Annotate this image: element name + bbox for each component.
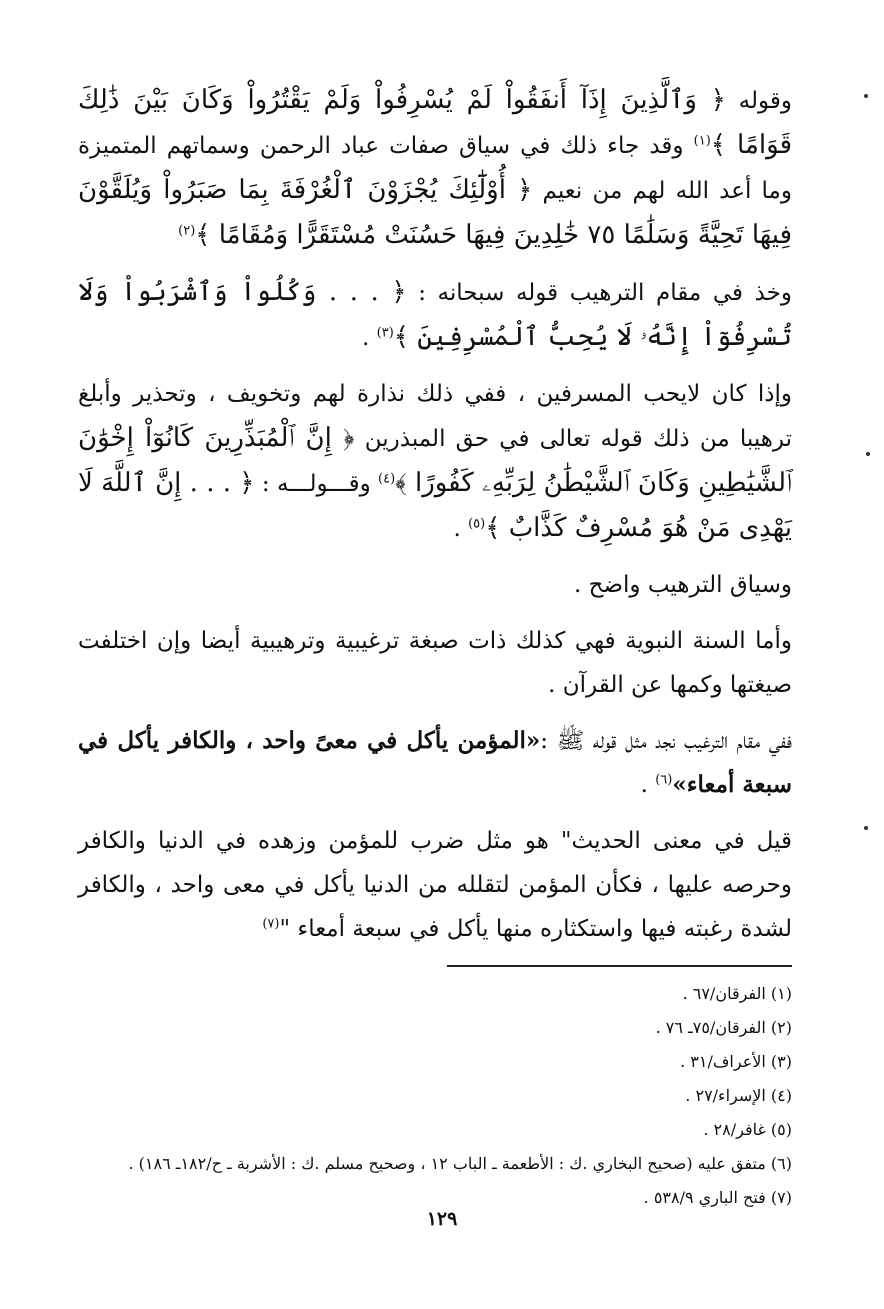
- quran-verse: ﴿ أُوْلَٰٓئِكَ يُجْزَوْنَ ٱلْغُرْفَةَ بِمَا صَبَرُواْ وَيُلَقَّوْنَ فِيهَا تَحِيَّةً وَسَلَٰمًا ٧٥ خَٰلِدِينَ فِيهَا حَسُنَتْ مُسْتَقَرًّا وَمُقَامًا ﴾: [78, 175, 792, 250]
- body-text: [78, 78, 792, 951]
- paragraph: [78, 819, 792, 951]
- margin-mark-middle: [866, 452, 870, 456]
- quran-verse: ﴿ وَٱلَّذِينَ إِذَآ أَنفَقُواْ لَمْ يُسْرِفُواْ وَلَمْ يَقْتُرُواْ وَكَانَ بَيْنَ ذَٰلِكَ قَوَامًا ﴾: [78, 85, 792, 160]
- paragraph: [78, 78, 792, 258]
- footnote: (٢) الفرقان/٧٥ـ ٧٦ .: [655, 1018, 792, 1037]
- text-run: .: [640, 772, 656, 798]
- hadith-quote: «المؤمن يأكل في معىً واحد ، والكافر يأكل في سبعة أمعاء»: [78, 727, 792, 798]
- page-content: [78, 78, 792, 1215]
- quran-verse: ﴿ إِنَّ ٱلْمُبَذِّرِينَ كَانُوٓاْ إِخْوَٰنَ ٱلشَّيَٰطِينِ وَكَانَ ٱلشَّيْطَٰنُ لِرَبِّهِۦ كَفُورًا ﴾: [78, 423, 793, 498]
- footnote: (٤) الإسراء/٢٧ .: [685, 1086, 792, 1105]
- text-run: وقـــولـــه :: [254, 471, 379, 497]
- page-number: ١٢٩: [426, 1208, 458, 1230]
- paragraph: [78, 619, 792, 707]
- text-run: وقوله: [725, 88, 792, 114]
- quran-verse: ﴿ . . . إِنَّ ٱللَّهَ لَا يَهْدِى مَنْ هُوَ مُسْرِفٌ كَذَّابٌ ﴾: [78, 468, 792, 543]
- paragraph: [78, 563, 792, 607]
- text-run: وأما السنة النبوية فهي كذلك ذات صبغة ترغيبية وترهيبية أيضا وإن اختلفت صيغتها وكمها عن القرآن .: [78, 628, 792, 698]
- footnote-ref: (٣): [376, 325, 394, 341]
- footnote-ref: (١): [693, 133, 711, 149]
- quran-verse: ﴿ . . . وَكُلُواْ وَٱشْرَبُواْ وَلَا تُسْرِفُوٓاْ إِنَّهُۥ لَا يُحِبُّ ٱلْمُسْرِفِينَ ﴾: [78, 277, 792, 352]
- footnote-divider: [447, 965, 792, 967]
- footnote: (١) الفرقان/٦٧ .: [682, 984, 792, 1003]
- margin-mark-lower: [864, 826, 868, 830]
- footnote: (٣) الأعراف/٣١ .: [680, 1052, 792, 1071]
- footnote-ref: (٦): [655, 772, 673, 788]
- text-run: .: [453, 516, 469, 542]
- paragraph: [78, 719, 792, 807]
- text-run: وإذا كان لايحب المسرفين ، ففي ذلك نذارة لهم وتخويف ، وتحذير وأبلغ ترهيبا من ذلك قوله تعالى في حق المبذرين: [78, 381, 792, 452]
- text-run: .: [362, 325, 377, 351]
- footnote-ref: (٤): [378, 471, 396, 487]
- footnote: (٦) متفق عليه (صحيح البخاري .ك : الأطعمة ـ الباب ١٢ ، وصحيح مسلم .ك : الأشربة ـ ح/١٨٢ـ ١٨٦) .: [128, 1154, 792, 1173]
- text-run: وسياق الترهيب واضح .: [574, 572, 792, 598]
- footnote-ref: (٥): [468, 516, 486, 532]
- footnote: (٥) غافر/٢٨ .: [703, 1120, 792, 1139]
- margin-mark-top: [864, 94, 868, 98]
- text-run: قيل في معنى الحديث" هو مثل ضرب للمؤمن وزهده في الدنيا والكافر وحرصه عليها ، فكأن المؤمن لتقلله من الدنيا يأكل في معى واحد ، والكافر لشدة رغبته فيها واستكثاره منها يأكل في سبعة أمعاء ": [78, 828, 792, 942]
- footnotes: [78, 977, 792, 1215]
- text-run: ففي مقام الترغيب نجد مثل قوله ﷺ :: [540, 728, 793, 754]
- text-run: وخذ في مقام الترهيب قوله سبحانه :: [406, 280, 792, 306]
- paragraph: [78, 372, 792, 551]
- footnote: (٧) فتح الباري ٥٣٨/٩ .: [643, 1188, 792, 1207]
- footnote-ref: (٢): [178, 223, 196, 239]
- text-run: وقد جاء ذلك في سياق صفات عباد الرحمن وسماتهم المتميزة وما أعد الله لهم من نعيم: [78, 133, 792, 204]
- paragraph: [78, 270, 792, 360]
- footnote-ref: (٧): [262, 916, 280, 932]
